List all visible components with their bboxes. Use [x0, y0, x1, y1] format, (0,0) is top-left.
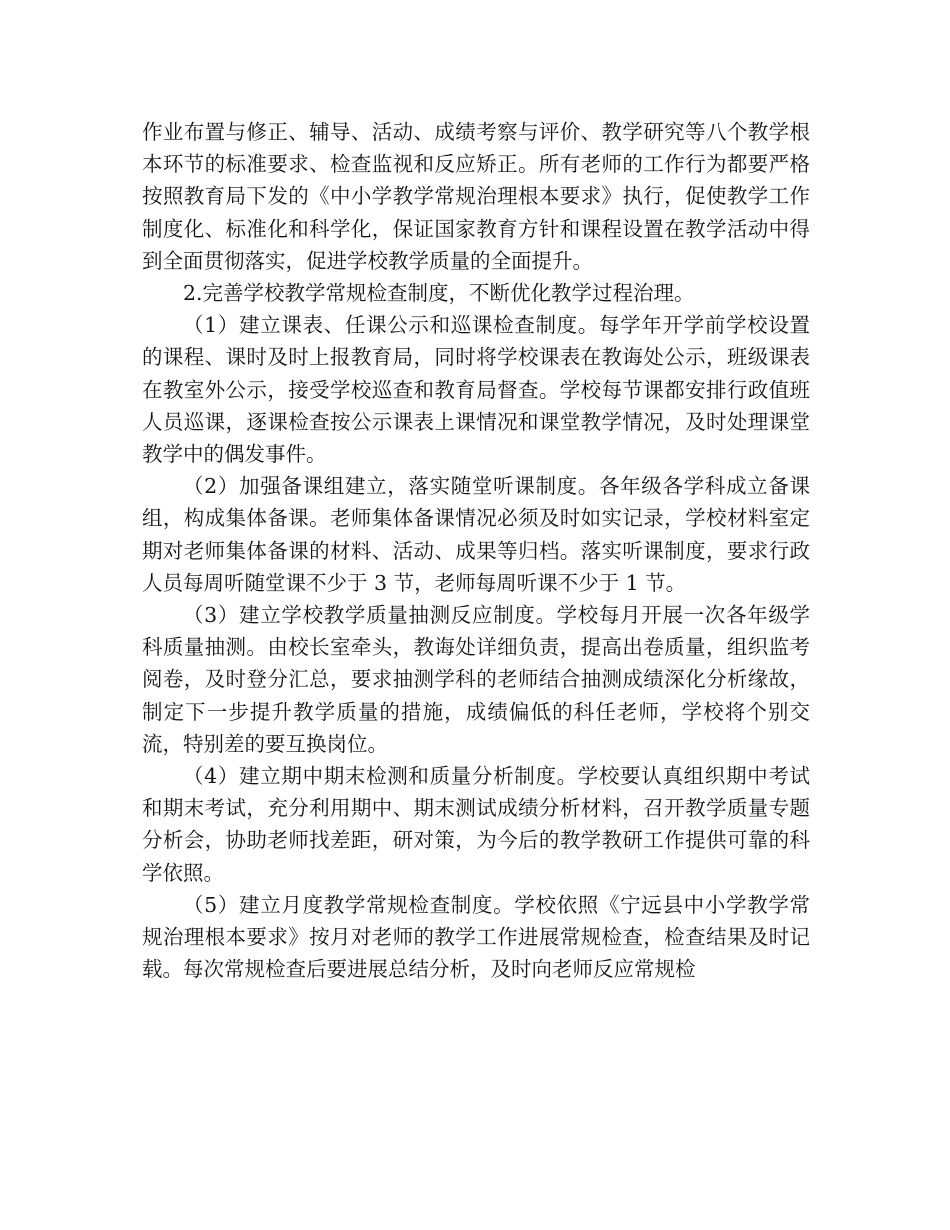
paragraph-6: （4）建立期中期末检测和质量分析制度。学校要认真组织期中考试和期末考试，充分利用期中、期末测试成绩分析材料，召开教学质量专题分析会，协助老师找差距，研对策，为今后的教学教研工作提供可靠的科学依照。 — [142, 764, 810, 885]
paragraph-5: （3）建立学校教学质量抽测反应制度。学校每月开展一次各年级学科质量抽测。由校长室牵头，教诲处详细负责，提高出卷质量，组织监考阅卷，及时登分汇总，要求抽测学科的老师结合抽测成绩深化分析缘故，制定下一步提升教学质量的措施，成绩偏低的科任老师，学校将个别交流，特别差的要互换岗位。 — [142, 603, 810, 756]
document-body — [142, 116, 810, 985]
paragraph-3: （1）建立课表、任课公示和巡课检查制度。每学年开学前学校设置的课程、课时及时上报教育局，同时将学校课表在教诲处公示，班级课表在教室外公示，接受学校巡查和教育局督查。学校每节课都安排行政值班人员巡课，逐课检查按公示课表上课情况和课堂教学情况，及时处理课堂教学中的偶发事件。 — [142, 313, 810, 467]
paragraph-2: 2.完善学校教学常规检查制度，不断优化教学过程治理。 — [183, 281, 695, 306]
paragraph-4: （2）加强备课组建立，落实随堂听课制度。各年级各学科成立备课组，构成集体备课。老师集体备课情况必须及时如实记录，学校材料室定期对老师集体备课的材料、活动、成果等归档。落实听课制度，要求行政人员每周听随堂课不少于 3 节，老师每周听课不少于 1 节。 — [142, 474, 810, 595]
paragraph-1: 作业布置与修正、辅导、活动、成绩考察与评价、教学研究等八个教学根本环节的标准要求、检查监视和反应矫正。所有老师的工作行为都要严格按照教育局下发的《中小学教学常规治理根本要求》执行，促使教学工作制度化、标准化和科学化，保证国家教育方针和课程设置在教学活动中得到全面贯彻落实，促进学校教学质量的全面提升。 — [142, 120, 810, 273]
paragraph-7: （5）建立月度教学常规检查制度。学校依照《宁远县中小学教学常规治理根本要求》按月对老师的教学工作进展常规检查，检查结果及时记载。每次常规检查后要进展总结分析，及时向老师反应常规检 — [142, 892, 810, 982]
